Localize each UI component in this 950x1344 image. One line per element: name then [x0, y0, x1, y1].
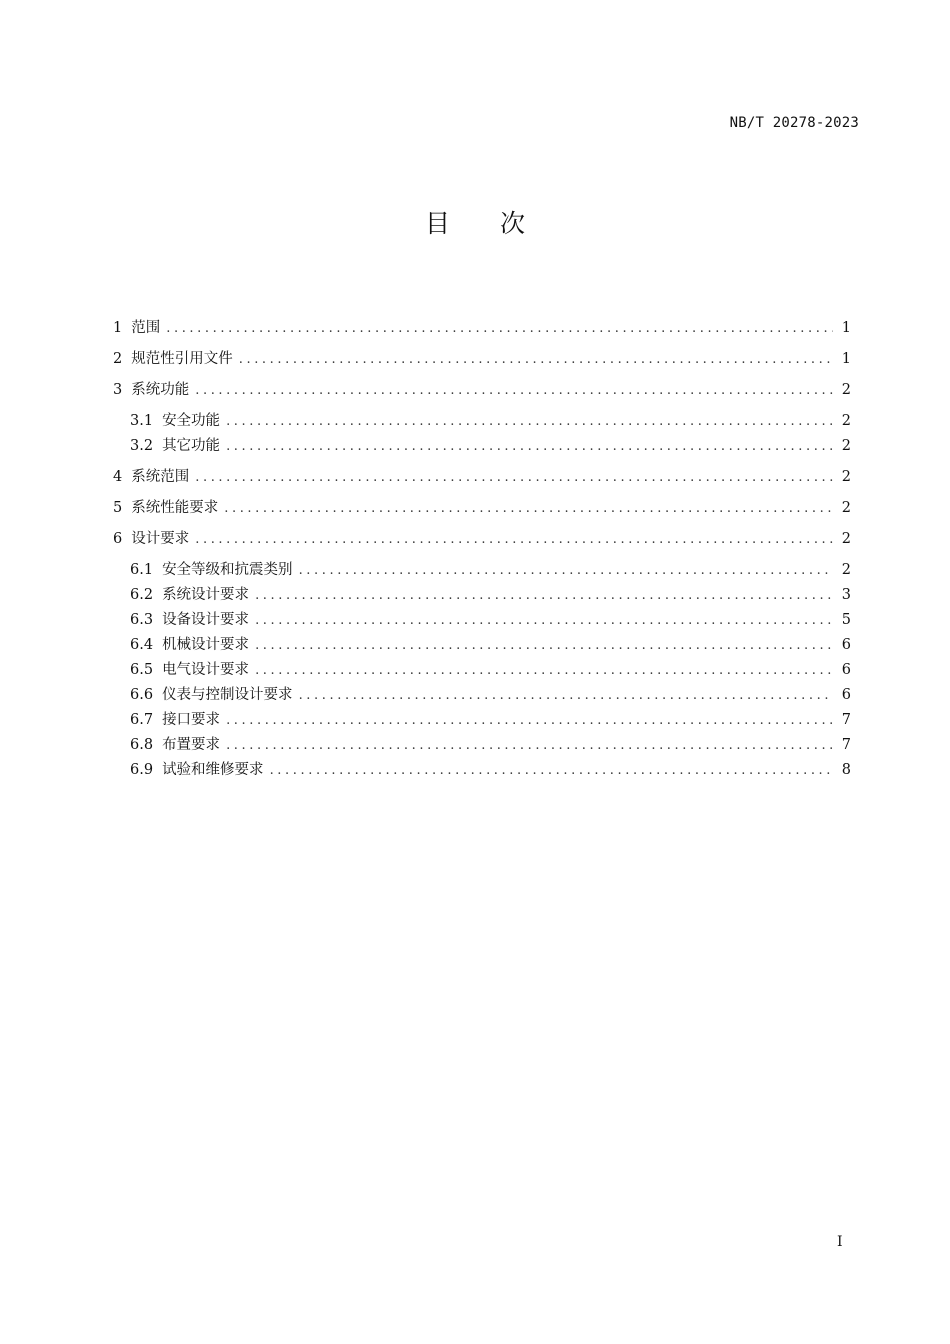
toc-dot-leader — [226, 414, 833, 429]
toc-entry-page: 7 — [841, 712, 851, 728]
toc-entry-number: 3.1 — [130, 413, 154, 429]
toc-entry-6-1[interactable] — [113, 558, 851, 583]
toc-entry-page: 2 — [841, 562, 851, 578]
table-of-contents — [113, 316, 851, 783]
toc-entry-label: 设计要求 — [131, 531, 190, 547]
toc-entry-page: 2 — [841, 382, 851, 398]
toc-entry-page: 6 — [841, 637, 851, 653]
toc-dot-leader — [226, 713, 833, 728]
toc-dot-leader — [195, 470, 833, 485]
toc-entry-number: 6.7 — [130, 712, 154, 728]
toc-entry-number: 6.8 — [130, 737, 154, 753]
toc-entry-number: 6.2 — [130, 587, 154, 603]
toc-entry-page: 2 — [841, 469, 851, 485]
toc-dot-leader — [270, 763, 833, 778]
toc-entry-label: 设备设计要求 — [162, 612, 250, 628]
toc-entry-number: 6.4 — [130, 637, 154, 653]
toc-entry-6-8[interactable] — [113, 733, 851, 758]
toc-entry-page: 6 — [841, 687, 851, 703]
toc-entry-label: 接口要求 — [162, 712, 221, 728]
toc-entry-page: 5 — [841, 612, 851, 628]
toc-entry-page: 7 — [841, 737, 851, 753]
toc-entry-6[interactable] — [113, 527, 851, 558]
toc-entry-number: 3 — [113, 382, 123, 398]
toc-dot-leader — [255, 588, 833, 603]
toc-entry-number: 4 — [113, 469, 123, 485]
toc-entry-label: 系统范围 — [131, 469, 190, 485]
toc-entry-page: 1 — [841, 320, 851, 336]
toc-entry-page: 2 — [841, 438, 851, 454]
toc-entry-number: 6 — [113, 531, 123, 547]
toc-dot-leader — [255, 638, 833, 653]
toc-entry-label: 范围 — [131, 320, 161, 336]
page-title-char-1: 目 — [424, 209, 450, 238]
toc-entry-number: 6.3 — [130, 612, 154, 628]
toc-dot-leader — [239, 352, 833, 367]
toc-entry-page: 1 — [841, 351, 851, 367]
toc-entry-1[interactable] — [113, 316, 851, 347]
toc-entry-page: 2 — [841, 500, 851, 516]
toc-entry-6-3[interactable] — [113, 608, 851, 633]
toc-dot-leader — [195, 383, 833, 398]
toc-entry-label: 其它功能 — [162, 438, 221, 454]
toc-entry-number: 6.9 — [130, 762, 154, 778]
toc-dot-leader — [166, 321, 833, 336]
toc-entry-6-2[interactable] — [113, 583, 851, 608]
toc-entry-5[interactable] — [113, 496, 851, 527]
toc-entry-label: 仪表与控制设计要求 — [162, 687, 293, 703]
toc-entry-page: 2 — [841, 413, 851, 429]
toc-entry-number: 6.5 — [130, 662, 154, 678]
toc-entry-label: 布置要求 — [162, 737, 221, 753]
toc-entry-number: 2 — [113, 351, 123, 367]
toc-entry-4[interactable] — [113, 465, 851, 496]
toc-entry-6-7[interactable] — [113, 708, 851, 733]
toc-entry-label: 规范性引用文件 — [131, 351, 233, 367]
toc-entry-number: 6.1 — [130, 562, 154, 578]
toc-entry-number: 3.2 — [130, 438, 154, 454]
toc-entry-label: 电气设计要求 — [162, 662, 250, 678]
toc-entry-number: 5 — [113, 500, 123, 516]
toc-entry-label: 系统性能要求 — [131, 500, 219, 516]
toc-dot-leader — [226, 738, 833, 753]
toc-entry-label: 系统设计要求 — [162, 587, 250, 603]
toc-entry-page: 6 — [841, 662, 851, 678]
toc-entry-number: 1 — [113, 320, 123, 336]
toc-entry-page: 2 — [841, 531, 851, 547]
standard-code: NB/T 20278-2023 — [729, 115, 859, 131]
page-title-char-2: 次 — [500, 209, 526, 238]
toc-entry-3-1[interactable] — [113, 409, 851, 434]
toc-entry-number: 6.6 — [130, 687, 154, 703]
page-title — [0, 205, 950, 243]
toc-entry-page: 8 — [841, 762, 851, 778]
toc-dot-leader — [224, 501, 833, 516]
toc-entry-label: 机械设计要求 — [162, 637, 250, 653]
toc-dot-leader — [299, 688, 833, 703]
toc-entry-2[interactable] — [113, 347, 851, 378]
toc-dot-leader — [255, 613, 833, 628]
toc-entry-3-2[interactable] — [113, 434, 851, 459]
toc-entry-6-9[interactable] — [113, 758, 851, 783]
toc-entry-label: 试验和维修要求 — [162, 762, 264, 778]
toc-entry-3[interactable] — [113, 378, 851, 409]
page-number: I — [837, 1234, 843, 1250]
toc-entry-6-4[interactable] — [113, 633, 851, 658]
toc-entry-page: 3 — [841, 587, 851, 603]
toc-dot-leader — [299, 563, 833, 578]
toc-dot-leader — [255, 663, 833, 678]
toc-entry-label: 系统功能 — [131, 382, 190, 398]
toc-dot-leader — [195, 532, 833, 547]
toc-entry-label: 安全功能 — [162, 413, 221, 429]
toc-dot-leader — [226, 439, 833, 454]
toc-entry-6-6[interactable] — [113, 683, 851, 708]
toc-entry-label: 安全等级和抗震类别 — [162, 562, 293, 578]
toc-entry-6-5[interactable] — [113, 658, 851, 683]
